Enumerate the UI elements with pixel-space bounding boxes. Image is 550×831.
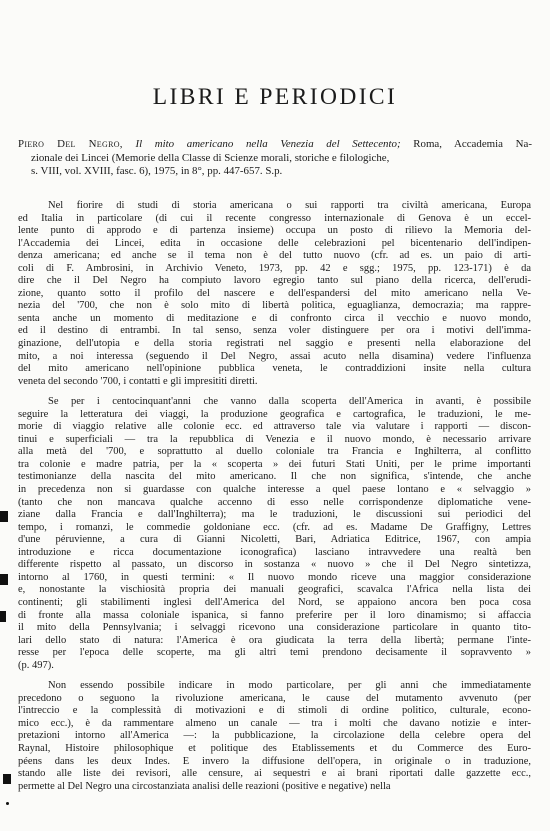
text-line: veneta del secondo '700, i contatti e gli impresititi diretti. — [18, 375, 258, 387]
text-line: lari dello stato di natura: l'America è ora giudicata la terra della libertà; permane l'inte- — [18, 634, 531, 646]
text-line: tinui e superficiali — tra la repubblica di Venezia e il nuovo mondo, è necessario arrivare — [18, 433, 531, 445]
text-line: Nel fiorire di studi di storia americana o sui rapporti tra civiltà americana, Europa — [48, 200, 531, 211]
text-line: intorno al 1760, in questi termini: « Il nuovo mondo riceve una maggior considerazione — [18, 571, 531, 583]
margin-mark — [3, 774, 11, 784]
paragraph — [18, 200, 531, 388]
text-line: mico ecc.), è da rammentare almeno un canale — tra i molti che davano notizie e inter- — [18, 717, 531, 729]
text-line: (tanto che non mancava qualche accenno di esso nelle corrispondenze diplomatiche vene- — [18, 496, 531, 508]
paragraph-gap — [18, 388, 531, 396]
text-line: nezia del '700, che non è solo mito di libertà politica, eguaglianza, democrazia; ma rappre- — [18, 300, 531, 312]
text-line: permette al Del Negro una circostanziata analisi delle reazioni (positive e negative) nella — [18, 780, 391, 792]
text-line: il mito della Pennsylvania; i selvaggi ricevono una considerazione particolare in quanto tito- — [18, 622, 531, 634]
citation-book-title: Il mito americano nella Venezia del Settecento; — [135, 138, 401, 150]
text-line: introduzione e ricca documentazione iconografica) lasciano intravvedere una realtà ben — [18, 546, 531, 558]
text-line: testimonianze della nascita del mito americano. Il che non significa, s'intende, che anche — [18, 471, 531, 483]
text-line: l'intreccio e la complessità di motivazioni e di stimoli di ordine politico, culturale, econo- — [18, 705, 531, 717]
text-line: continenti; gli stabilimenti inglesi dell'America del Nord, se appaiono ancora ben poca cosa — [18, 596, 531, 608]
paragraph-gap — [18, 672, 531, 680]
citation-line-3: s. VIII, vol. XVIII, fasc. 6), 1975, in 8°, pp. 447-657. S.p. — [31, 165, 283, 177]
text-line: zione, quanto sotto il profilo del nascere e dell'espandersi del mito americano nella Ve- — [18, 287, 531, 299]
text-line: ziane dalla Francia e dall'Inghilterra); ma le traduzioni, le discussioni sui periodici del — [18, 509, 531, 521]
text-line: tra colonie e madre patria, per la « scoperta » dei futuri Stati Uniti, per le prime importanti — [18, 458, 531, 470]
text-line: coli di F. Ambrosini, in Archivio Veneto, 1973, pp. 42 e sgg.; 1975, pp. 123-171) è da — [18, 262, 531, 274]
paragraph — [18, 680, 531, 793]
text-line: precedono o seguono la rivoluzione americana, le cause del mutamento avvenuto (per — [18, 692, 531, 704]
text-line: Non essendo possibile indicare in modo particolare, per gli anni che immediatamente — [48, 680, 531, 692]
text-line: ginazione, dell'utopia e della storia registrati nel saggio e presenti nella elaborazione del — [18, 338, 531, 350]
text-line: resse per l'epoca delle scoperte, ma gli altri temi prendono decisamente il sopravvento » — [18, 647, 531, 659]
citation-line-1 — [18, 138, 532, 152]
text-line: lente punto di approdo e di partenza insieme) occupa un posto di rilievo la Memoria del- — [18, 225, 531, 237]
review-body — [18, 200, 531, 793]
text-line: ed il destino di entrambi. In tal senso, senza voler distinguere per ora i motivi dell'imma- — [18, 325, 531, 337]
text-line: in precedenza non si guardasse con qualche interesse a quel paese lontano e « selvaggio » — [18, 484, 531, 496]
text-line: stando alle liste dei revisori, alle censure, ai sequestri e ai brani riportati dalle gazzette ecc., — [18, 768, 531, 780]
text-line: tempo, i romanzi, le commedie goldoniane ecc. (cfr. ad es. Madame De Graffigny, Lettres — [18, 521, 531, 533]
text-line: seguire la letteratura dei viaggi, la produzione geografica e cartografica, le traduzioni, le me- — [18, 408, 531, 420]
text-line: di fronte alla massa coloniale ispanica, si fanno preferire per il loro dinamismo; si affaccia — [18, 609, 531, 621]
text-line: morie di viaggio relative alle colonie ecc. ed attraverso tale via valutare i rapporti — discon- — [18, 421, 531, 433]
review-citation — [18, 138, 532, 179]
text-line: (p. 497). — [18, 659, 54, 671]
margin-mark — [0, 611, 6, 622]
margin-mark — [0, 574, 8, 585]
text-line: e, nonostante la vischiosità propria dei manuali geografici, scavalca l'Africa nella lista dei — [18, 584, 531, 596]
paragraph — [18, 396, 531, 672]
text-line: dire che il Del Negro ha compiuto lavoro egregio tanto sul piano della ricerca, dell'erudi- — [18, 275, 531, 287]
citation-publisher: Roma, Accademia Na- — [413, 138, 532, 150]
margin-mark — [6, 802, 9, 805]
margin-mark — [0, 511, 8, 522]
text-line: mito, a noi interessa (seguendo il Del Negro, assai acuto nella disamina) vedere l'influenza — [18, 350, 531, 362]
text-line: péens dans les deux Indes. E invero la diffusione dell'opera, in originale o in traduzione, — [18, 755, 531, 767]
text-line: differente rispetto al passato, un discorso in sostanza « nuovo » che il Del Negro sintetizza, — [18, 559, 531, 571]
text-line: ed Italia in particolare (di cui il recente congresso internazionale di Genova è un eccel- — [18, 212, 531, 224]
text-line: senta anche un momento di meditazione e di confronto circa il vecchio e nuovo mondo, — [18, 312, 531, 324]
text-line: l'Accademia dei Lincei, edita in occasione delle celebrazioni pel bicentenario dell'indipen- — [18, 237, 531, 249]
section-title: LIBRI E PERIODICI — [152, 84, 398, 110]
text-line: Raynal, Histoire philosophique et politique des Etablissements et du Commerce des Euro- — [18, 742, 531, 754]
citation-author: Piero Del Negro, — [18, 138, 123, 150]
text-line: pretazioni intorno all'America —: la pubblicazione, la circolazione della celebre opera del — [18, 730, 531, 742]
text-line: del mito americano nell'opinione pubblica veneta, le contraddizioni insite nella cultura — [18, 363, 531, 375]
text-line: denza americana; ed anche se il tema non è del tutto nuovo (cfr. ad es. un paio di arti- — [18, 250, 531, 262]
text-line: Se per i centocinquant'anni che vanno dalla scoperta dell'America in avanti, è possibile — [48, 396, 531, 408]
text-line: alla metà del '700, e soprattutto al duello coloniale tra Francia e Inghilterra, al conflitto — [18, 446, 531, 458]
citation-line-2: zionale dei Lincei (Memorie della Classe di Scienze morali, storiche e filologiche, — [31, 151, 390, 164]
text-line: d'une péruvienne, a cura di Gianni Nicoletti, Bari, Adriatica Editrice, 1967, con ampia — [18, 534, 531, 546]
